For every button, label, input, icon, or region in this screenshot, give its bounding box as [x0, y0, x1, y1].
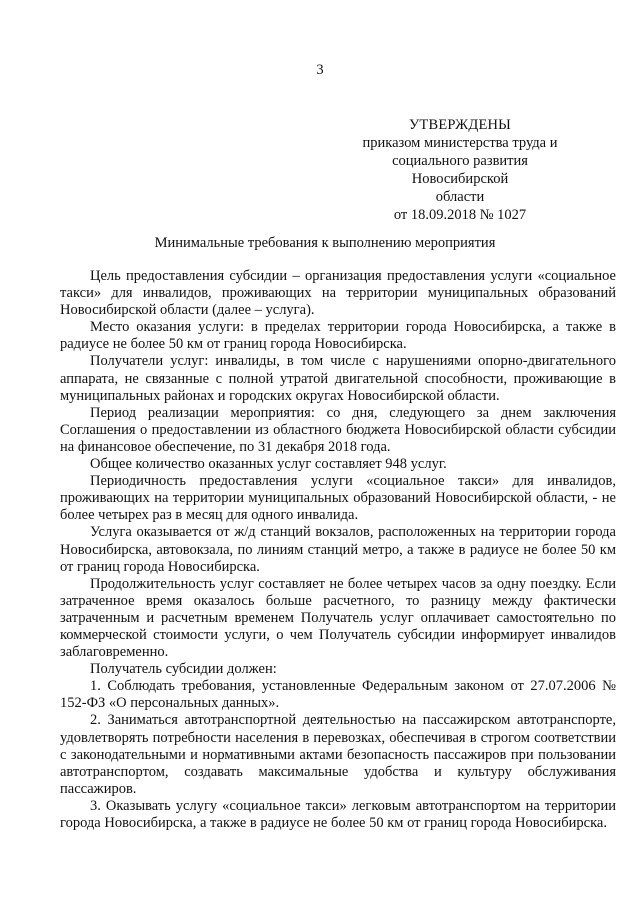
- approval-line-1: приказом министерства труда и: [362, 135, 558, 151]
- paragraph-obligation-2: 2. Заниматься автотранспортной деятельностью на пассажирском автотранспорте, удовлетворять потребности населения в перевозках, обеспечивая в строгом соответствии с законодательными и нормативными актами безопасность пассажиров при пользовании автотранспортом, создавать максимальные удобства и культуру обслуживания пассажиров.: [60, 712, 616, 797]
- paragraph-purpose: Цель предоставления субсидии – организация предоставления услуги «социальное такси» для инвалидов, проживающих на территории муниципальных образований Новосибирской области (далее – услуга).: [60, 268, 616, 319]
- paragraph-obligation-1: 1. Соблюдать требования, установленные Федеральным законом от 27.07.2006 № 152-ФЗ «О персональных данных».: [60, 678, 616, 712]
- document-body: [60, 268, 616, 832]
- paragraph-obligations-heading: Получатель субсидии должен:: [90, 661, 277, 678]
- paragraph-frequency: Периодичность предоставления услуги «социальное такси» для инвалидов, проживающих на территории муниципальных образований Новосибирской области, - не более четырех раз в месяц для одного инвалида.: [60, 473, 616, 524]
- paragraph-total-services: Общее количество оказанных услуг составляет 948 услуг.: [90, 456, 447, 473]
- paragraph-service-place: Место оказания услуги: в пределах территории города Новосибирска, а также в радиусе не более 50 км от границ города Новосибирска.: [60, 319, 616, 353]
- approval-line-2: социального развития Новосибирской: [392, 153, 528, 187]
- approval-stamp: [345, 116, 575, 224]
- paragraph-service-route: Услуга оказывается от ж/д станций вокзалов, расположенных на территории города Новосибирска, автовокзала, по линиям станций метро, а также в радиусе не более 50 км от границ города Новосибирска.: [60, 524, 616, 575]
- approval-line-4: от 18.09.2018 № 1027: [393, 207, 527, 223]
- page-number: 3: [316, 62, 324, 78]
- approval-line-3: области: [435, 189, 485, 205]
- paragraph-period: Период реализации мероприятия: со дня, следующего за днем заключения Соглашения о предоставлении из областного бюджета Новосибирской области субсидии на финансовое обеспечение, по 31 декабря 2018 года.: [60, 404, 616, 455]
- paragraph-duration: Продолжительность услуг составляет не более четырех часов за одну поездку. Если затраченное время оказалось больше расчетного, то разницу между фактически затраченным и расчетным временем Получатель услуг оплачивает самостоятельно по коммерческой стоимости услуги, о чем Получатель субсидии информирует инвалидов заблаговременно.: [60, 575, 616, 661]
- paragraph-obligation-3: 3. Оказывать услугу «социальное такси» легковым автотранспортом на территории города Новосибирска, а также в радиусе не более 50 км от границ города Новосибирска.: [60, 797, 616, 831]
- paragraph-recipients: Получатели услуг: инвалиды, в том числе с нарушениями опорно-двигательного аппарата, не связанные с полной утратой двигательной способности, проживающие в муниципальных районах и городских округах Новосибирской области.: [60, 353, 616, 404]
- document-title: Минимальные требования к выполнению мероприятия: [154, 235, 496, 251]
- approval-title: УТВЕРЖДЕНЫ: [408, 117, 512, 133]
